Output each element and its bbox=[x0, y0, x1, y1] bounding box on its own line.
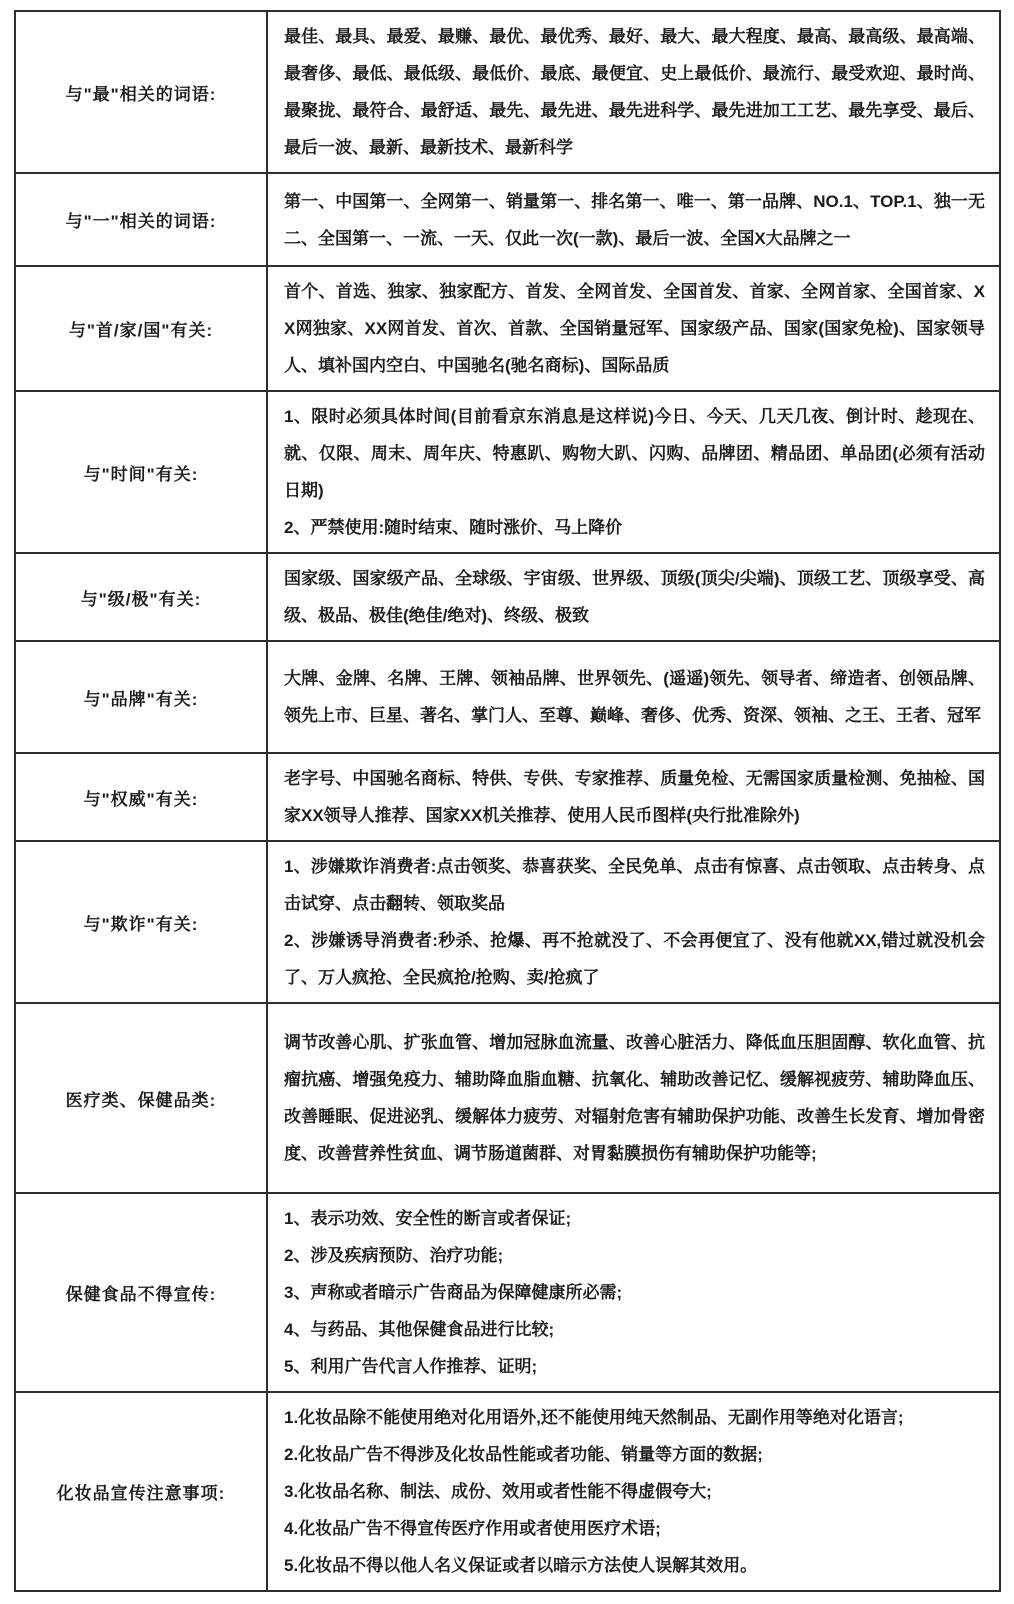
category-label: 与"首/家/国"有关: bbox=[68, 321, 214, 340]
table-row bbox=[15, 1003, 1000, 1193]
content-paragraph: 4.化妆品广告不得宣传医疗作用或者使用医疗术语; bbox=[284, 1519, 661, 1538]
category-label: 与"权威"有关: bbox=[83, 789, 199, 809]
table-body bbox=[15, 11, 1000, 1591]
content-paragraph: 2、严禁使用:随时结束、随时涨价、马上降价 bbox=[284, 518, 623, 537]
table-row bbox=[15, 391, 1000, 553]
content-paragraph: 最佳、最具、最爱、最赚、最优、最优秀、最好、最大、最大程度、最高、最高级、最高端、最奢侈、最低、最低级、最低价、最底、最便宜、史上最低价、最流行、最受欢迎、最时尚、最聚拢、最符合、最舒适、最先、最先进、最先进科学、最先进加工工艺、最先享受、最后、最后一波、最新、最新技术、最新科学 bbox=[284, 27, 985, 157]
category-content-cell bbox=[267, 173, 1000, 266]
category-content-cell bbox=[267, 641, 1000, 753]
content-paragraph: 4、与药品、其他保健食品进行比较; bbox=[284, 1320, 555, 1339]
content-paragraph: 5、利用广告代言人作推荐、证明; bbox=[284, 1357, 538, 1376]
table-row bbox=[15, 11, 1000, 173]
category-label: 化妆品宣传注意事项: bbox=[56, 1484, 226, 1503]
category-label: 与"欺诈"有关: bbox=[83, 914, 199, 934]
table-row bbox=[15, 841, 1000, 1003]
category-label: 与"品牌"有关: bbox=[83, 689, 199, 709]
table-row bbox=[15, 173, 1000, 266]
category-label: 与"最"相关的词语: bbox=[65, 84, 217, 104]
category-content-cell bbox=[267, 553, 1000, 641]
category-content-cell bbox=[267, 266, 1000, 391]
content-paragraph: 3.化妆品名称、制法、成份、效用或者性能不得虚假夸大; bbox=[284, 1482, 712, 1501]
content-paragraph: 国家级、国家级产品、全球级、宇宙级、世界级、顶级(顶尖/尖端)、顶级工艺、顶级享受、高级、极品、极佳(绝佳/绝对)、终级、极致 bbox=[284, 569, 985, 625]
content-paragraph: 1、涉嫌欺诈消费者:点击领奖、恭喜获奖、全民免单、点击有惊喜、点击领取、点击转身、点击试穿、点击翻转、领取奖品 bbox=[284, 857, 985, 913]
content-paragraph: 首个、首选、独家、独家配方、首发、全网首发、全国首发、首家、全网首家、全国首家、XX网独家、XX网首发、首次、首款、全国销量冠军、国家级产品、国家(国家免检)、国家领导人、填补国内空白、中国驰名(驰名商标)、国际品质 bbox=[284, 282, 985, 375]
category-label-cell bbox=[15, 641, 267, 753]
category-content-cell bbox=[267, 391, 1000, 553]
category-content-cell bbox=[267, 1003, 1000, 1193]
category-label-cell bbox=[15, 553, 267, 641]
category-content-cell bbox=[267, 841, 1000, 1003]
category-label-cell bbox=[15, 11, 267, 173]
category-label: 医疗类、保健品类: bbox=[65, 1090, 217, 1110]
content-paragraph: 3、声称或者暗示广告商品为保障健康所必需; bbox=[284, 1283, 623, 1302]
content-paragraph: 大牌、金牌、名牌、王牌、领袖品牌、世界领先、(遥遥)领先、领导者、缔造者、创领品牌、领先上市、巨星、著名、掌门人、至尊、巅峰、奢侈、优秀、资深、领袖、之王、王者、冠军 bbox=[284, 669, 985, 725]
category-content-cell bbox=[267, 1193, 1000, 1392]
table-row bbox=[15, 1193, 1000, 1392]
content-paragraph: 1、表示功效、安全性的断言或者保证; bbox=[284, 1209, 572, 1228]
category-label: 与"时间"有关: bbox=[83, 464, 199, 484]
category-label-cell bbox=[15, 753, 267, 841]
category-label: 与"级/极"有关: bbox=[80, 589, 202, 609]
category-label: 与"一"相关的词语: bbox=[65, 212, 217, 231]
category-label-cell bbox=[15, 841, 267, 1003]
table-row bbox=[15, 641, 1000, 753]
content-paragraph: 2.化妆品广告不得涉及化妆品性能或者功能、销量等方面的数据; bbox=[284, 1445, 763, 1464]
content-paragraph: 2、涉及疾病预防、治疗功能; bbox=[284, 1246, 504, 1265]
category-label-cell bbox=[15, 173, 267, 266]
category-content-cell bbox=[267, 1392, 1000, 1591]
category-label-cell bbox=[15, 391, 267, 553]
table-row bbox=[15, 1392, 1000, 1591]
table-row bbox=[15, 266, 1000, 391]
content-paragraph: 1、限时必须具体时间(目前看京东消息是这样说)今日、今天、几天几夜、倒计时、趁现在、就、仅限、周末、周年庆、特惠趴、购物大趴、闪购、品牌团、精品团、单品团(必须有活动日期) bbox=[284, 407, 985, 500]
content-paragraph: 调节改善心肌、扩张血管、增加冠脉血流量、改善心脏活力、降低血压胆固醇、软化血管、抗瘤抗癌、增强免疫力、辅助降血脂血糖、抗氧化、辅助改善记忆、缓解视疲劳、辅助降血压、改善睡眠、促进泌乳、缓解体力疲劳、对辐射危害有辅助保护功能、改善生长发育、增加骨密度、改善营养性贫血、调节肠道菌群、对胃黏膜损伤有辅助保护功能等; bbox=[284, 1033, 985, 1163]
category-content-cell bbox=[267, 11, 1000, 173]
table-row bbox=[15, 553, 1000, 641]
content-paragraph: 老字号、中国驰名商标、特供、专供、专家推荐、质量免检、无需国家质量检测、免抽检、国家XX领导人推荐、国家XX机关推荐、使用人民币图样(央行批准除外) bbox=[284, 769, 985, 825]
content-paragraph: 1.化妆品除不能使用绝对化用语外,还不能使用纯天然制品、无副作用等绝对化语言; bbox=[284, 1408, 904, 1427]
content-paragraph: 2、涉嫌诱导消费者:秒杀、抢爆、再不抢就没了、不会再便宜了、没有他就XX,错过就没机会了、万人疯抢、全民疯抢/抢购、卖/抢疯了 bbox=[284, 931, 985, 987]
category-label: 保健食品不得宣传: bbox=[65, 1285, 217, 1304]
content-paragraph: 第一、中国第一、全网第一、销量第一、排名第一、唯一、第一品牌、NO.1、TOP.1、独一无二、全国第一、一流、一天、仅此一次(一款)、最后一波、全国X大品牌之一 bbox=[284, 191, 985, 248]
category-label-cell bbox=[15, 266, 267, 391]
category-label-cell bbox=[15, 1003, 267, 1193]
category-label-cell bbox=[15, 1193, 267, 1392]
category-label-cell bbox=[15, 1392, 267, 1591]
category-content-cell bbox=[267, 753, 1000, 841]
content-paragraph: 5.化妆品不得以他人名义保证或者以暗示方法使人误解其效用。 bbox=[284, 1556, 758, 1575]
table-row bbox=[15, 753, 1000, 841]
prohibited-words-table bbox=[14, 10, 1001, 1592]
